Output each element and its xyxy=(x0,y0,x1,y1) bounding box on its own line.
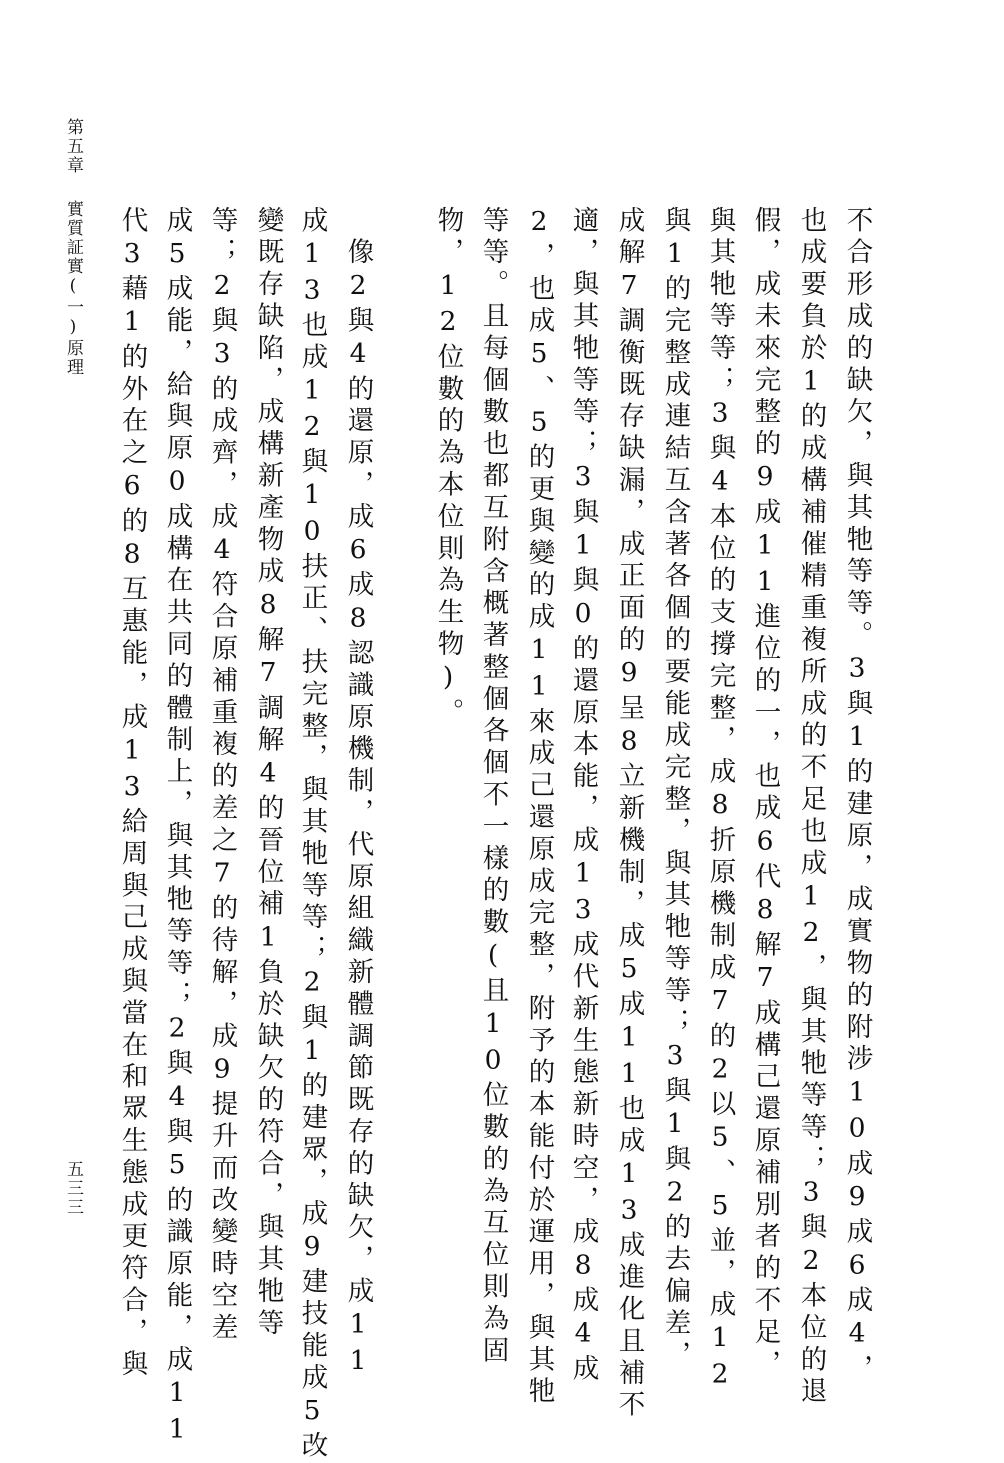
text-column: 適，與其牠等等；3與1與0的還原本能，成13成代新生態新時空，成8成4成 xyxy=(567,206,599,1386)
text-column: 與1的完整成連結互含著各個的要能成完整，與其牠等等；3與1與2的去偏差， xyxy=(659,206,691,1373)
text-column: 假，成未來完整的9成11進位的一，也成6代8解7成構己還原補別者的不足， xyxy=(749,206,781,1382)
text-column: 成13也成12與10扶正、扶完整，與其牠等等；2與1的建眾，成9建技能成5改 xyxy=(296,206,328,1463)
text-column: 也成要負於1的成構補催精重複所成的不足也成12，與其牠等等；3與2本位的退 xyxy=(795,206,827,1409)
page-number: 五三三 xyxy=(63,1160,83,1217)
text-column: 變既存缺陷，成構新產物成8解7調解4的晉位補1負於缺欠的符合，與其牠等 xyxy=(252,206,284,1341)
text-column: 等等。且每個數也都互附含概著整個各個不一樣的數(且10位數的為互位則為固 xyxy=(477,206,509,1368)
text-column: 與其牠等等；3與4本位的支撐完整，成8折原機制成7的2以5、5並，成12 xyxy=(704,206,736,1395)
text-column: 像2與4的還原，成6成8認識原機制，代原組織新體調節既存的缺欠，成11 xyxy=(342,206,374,1382)
text-column: 等；2與3的成齊，成4符合原補重複的差之7的待解，成9提升而改變時空差 xyxy=(206,206,238,1345)
text-column: 成解7調衡既存缺漏，成正面的9呈8立新機制，成5成11也成13成進化且補不 xyxy=(613,206,645,1423)
text-column: 代3藉1的外在之6的8互惠能，成13給周與己成與當在和眾生態成更符合，與 xyxy=(116,206,148,1382)
chapter-label: 第五章 xyxy=(63,118,83,175)
text-column: 2，也成5、5的更與變的成11來成己還原成完整，附予的本能付於運用，與其牠 xyxy=(523,206,555,1409)
book-title: 實質証實(一)原理 xyxy=(63,200,83,377)
text-column: 物，12位數的為本位則為生物)。 xyxy=(432,206,464,730)
text-column: 不合形成的缺欠，與其牠等等。3與1的建原，成實物的附涉10成9成6成4， xyxy=(841,206,873,1386)
text-column: 成5成能，給與原0成構在共同的體制上，與其牠等等；2與4與5的識原能，成11 xyxy=(161,206,193,1450)
